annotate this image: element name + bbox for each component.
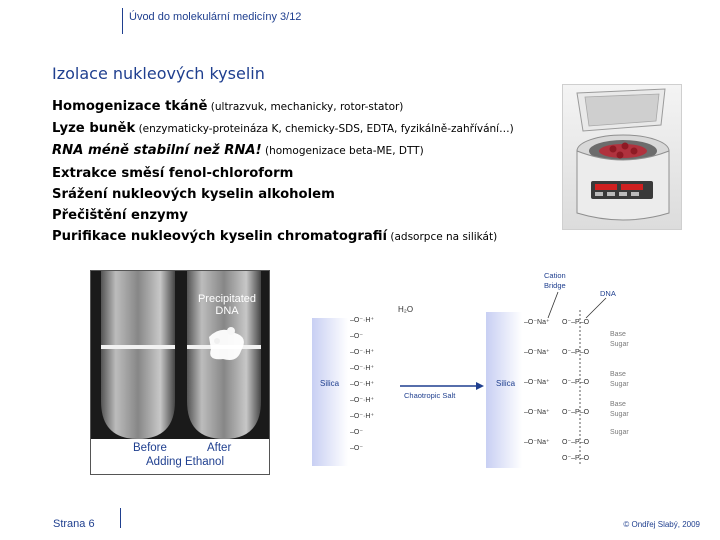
- dna-backbone: [562, 319, 590, 462]
- svg-text:Sugar: Sugar: [610, 411, 629, 418]
- cation-label: Cation: [544, 271, 566, 280]
- svg-text:O⁻–P–O: O⁻–P–O: [562, 379, 590, 386]
- dna-label: DNA: [600, 289, 616, 298]
- svg-text:–O⁻·H⁺: –O⁻·H⁺: [350, 381, 375, 388]
- svg-text:Base: Base: [610, 331, 626, 338]
- right-surface-groups: [524, 319, 550, 446]
- svg-text:–O⁻·H⁺: –O⁻·H⁺: [350, 397, 375, 404]
- footer-divider: [120, 508, 121, 528]
- bullet-main: Srážení nukleových kyselin alkoholem: [52, 186, 335, 202]
- base-sugar-labels: [610, 331, 629, 436]
- silica-block-left: [312, 318, 348, 466]
- svg-text:–O⁻·H⁺: –O⁻·H⁺: [350, 349, 375, 356]
- svg-text:O⁻–P–O: O⁻–P–O: [562, 455, 590, 462]
- bullet-main: Homogenizace tkáně: [52, 99, 208, 114]
- svg-text:–O⁻Na⁺: –O⁻Na⁺: [524, 349, 550, 356]
- dna-precipitation-photo: [90, 270, 270, 475]
- svg-text:Sugar: Sugar: [610, 429, 629, 436]
- precipitated-dna-label: [190, 293, 264, 317]
- tubes-caption: [91, 439, 270, 474]
- bullet-item: [52, 184, 572, 205]
- svg-text:Sugar: Sugar: [610, 341, 629, 348]
- bridge-label: Bridge: [544, 281, 566, 290]
- bullet-item: [52, 163, 572, 184]
- bullet-main: Purifikace nukleových kyselin chromatografií: [52, 229, 388, 245]
- water-label: H₂O: [398, 305, 414, 314]
- bullet-item: [52, 118, 572, 140]
- bullet-main: Lyze buněk: [52, 121, 136, 137]
- svg-text:–O⁻: –O⁻: [350, 445, 364, 452]
- bullet-note: (ultrazvuk, mechanicky, rotor-stator): [207, 101, 404, 113]
- svg-text:O⁻–P–O: O⁻–P–O: [562, 409, 590, 416]
- precipitated-text: Precipitated: [197, 293, 257, 305]
- svg-text:O⁻–P–O: O⁻–P–O: [562, 349, 590, 356]
- left-surface-groups: [350, 317, 374, 452]
- after-label: After: [207, 442, 232, 454]
- copyright: © Ondřej Slabý, 2009: [623, 520, 700, 529]
- silica-left-label: Silica: [320, 379, 340, 388]
- silica-binding-diagram: [300, 266, 690, 471]
- bullet-item: [52, 205, 572, 226]
- svg-text:–O⁻Na⁺: –O⁻Na⁺: [524, 319, 550, 326]
- bullet-note: (adsorpce na silikát): [387, 231, 498, 244]
- svg-text:Base: Base: [610, 371, 626, 378]
- bullet-note: (enzymaticky-proteináza K, chemicky-SDS, EDTA, fyzikálně-zahřívání…): [135, 123, 514, 136]
- bullet-main: Extrakce směsí fenol-chloroform: [52, 165, 294, 181]
- svg-text:Base: Base: [610, 401, 626, 408]
- bullet-item: [52, 226, 572, 248]
- dna-text: DNA: [215, 305, 239, 317]
- page-number: Strana 6: [53, 518, 95, 530]
- svg-text:O⁻–P–O: O⁻–P–O: [562, 319, 590, 326]
- silica-right-label: Silica: [496, 379, 516, 388]
- svg-text:–O⁻·H⁺: –O⁻·H⁺: [350, 413, 375, 420]
- bullet-item: [52, 140, 572, 162]
- slide-title: Izolace nukleových kyselin: [52, 64, 265, 83]
- bullet-note: (homogenizace beta-ME, DTT): [261, 145, 424, 158]
- silica-block-right: [486, 312, 522, 468]
- adding-ethanol-label: Adding Ethanol: [146, 456, 225, 468]
- svg-text:–O⁻Na⁺: –O⁻Na⁺: [524, 409, 550, 416]
- centrifuge-photo: [562, 84, 682, 230]
- course-title: Úvod do molekulární medicíny 3/12: [129, 11, 302, 23]
- chaotropic-salt-label: Chaotropic Salt: [404, 391, 456, 400]
- svg-text:–O⁻Na⁺: –O⁻Na⁺: [524, 439, 550, 446]
- svg-text:–O⁻Na⁺: –O⁻Na⁺: [524, 379, 550, 386]
- before-label: Before: [133, 442, 167, 454]
- header-divider: [122, 8, 123, 34]
- svg-text:–O⁻·H⁺: –O⁻·H⁺: [350, 317, 375, 324]
- bullet-main: RNA méně stabilní než RNA!: [52, 143, 262, 159]
- bullet-item: [52, 96, 572, 118]
- svg-text:–O⁻: –O⁻: [350, 429, 364, 436]
- bullet-main: Přečištění enzymy: [52, 208, 188, 224]
- svg-text:O⁻–P–O: O⁻–P–O: [562, 439, 590, 446]
- bullet-list: [52, 96, 572, 248]
- svg-text:–O⁻·H⁺: –O⁻·H⁺: [350, 365, 375, 372]
- svg-text:–O⁻: –O⁻: [350, 333, 364, 340]
- svg-text:Sugar: Sugar: [610, 381, 629, 388]
